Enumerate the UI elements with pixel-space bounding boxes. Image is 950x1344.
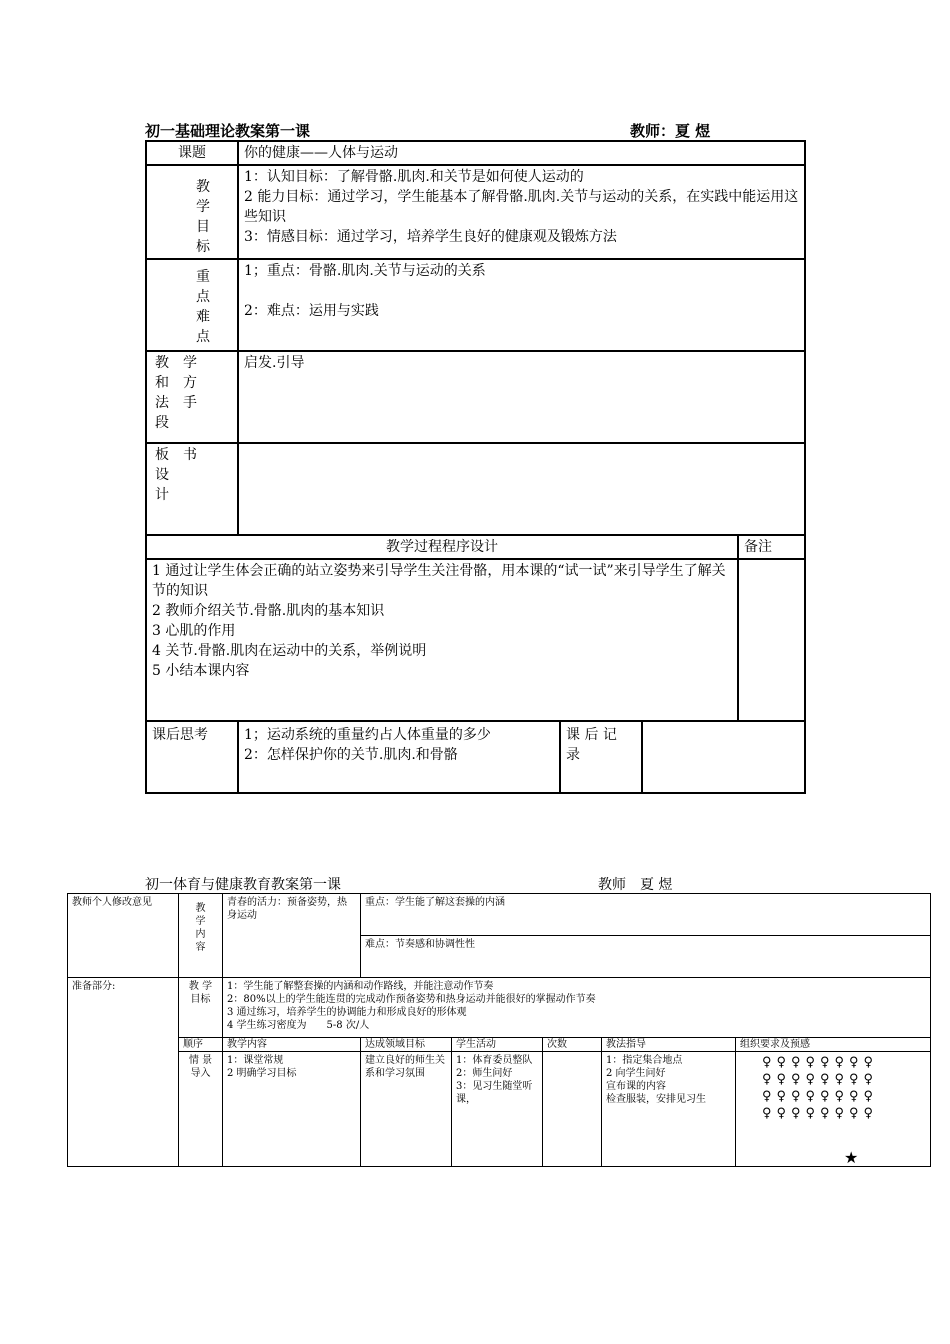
row-guidance-cell bbox=[602, 1052, 736, 1167]
row-activity-cell bbox=[452, 1052, 543, 1167]
board-label-line: 设 bbox=[155, 467, 169, 483]
lesson-plan-table-1 bbox=[145, 140, 806, 794]
goals-label-char: 标 bbox=[196, 239, 210, 255]
doc1-title: 初一基础理论教案第一课 bbox=[145, 122, 311, 140]
doc1-teacher: 教师：夏 煜 bbox=[630, 122, 711, 140]
board-label-line: 板 书 bbox=[155, 447, 197, 463]
key-label-char: 难 bbox=[196, 309, 210, 325]
teacher-star-icon: ★ bbox=[844, 1148, 859, 1167]
goal-2-item: 2：80%以上的学生能连贯的完成动作预备姿势和热身运动并能很好的掌握动作节奏 bbox=[227, 994, 596, 1005]
row-activity-line: 1：体育委员整队 bbox=[456, 1055, 533, 1066]
row-order-line: 情 景 bbox=[188, 1055, 213, 1066]
col-header-count: 次数 bbox=[543, 1038, 602, 1052]
method-label-line: 和 方 bbox=[155, 375, 197, 391]
row-activity-line: 2：师生问好 bbox=[456, 1068, 513, 1079]
goal-label-line: 教 学 bbox=[188, 981, 213, 992]
record-cell bbox=[642, 721, 805, 793]
col-header-activity: 学生活动 bbox=[452, 1038, 543, 1052]
content-value: 青春的活力：预备姿势，热身运动 bbox=[223, 894, 361, 978]
col-header-target: 达成领域目标 bbox=[361, 1038, 452, 1052]
process-item: 5 小结本课内容 bbox=[152, 663, 250, 679]
method-label-line: 教 学 bbox=[155, 355, 197, 371]
process-item: 4 关节.骨骼.肌肉在运动中的关系，举例说明 bbox=[152, 643, 427, 659]
row-content-cell bbox=[223, 1052, 361, 1167]
row-count bbox=[543, 1052, 602, 1167]
key-point-2: 重点：学生能了解这套操的内涵 bbox=[361, 894, 931, 936]
method-label-cell bbox=[146, 351, 238, 443]
key-label-char: 重 bbox=[196, 269, 210, 285]
row-order-cell bbox=[179, 1052, 223, 1167]
row-order-line: 导入 bbox=[190, 1068, 211, 1079]
row-guidance-line: 宣布课的内容 bbox=[606, 1081, 666, 1092]
key-label-char: 点 bbox=[196, 289, 210, 305]
key-label-cell bbox=[146, 259, 238, 351]
col-header-guidance: 教法指导 bbox=[602, 1038, 736, 1052]
goals-2-cell bbox=[223, 978, 931, 1038]
goal-item: 1：认知目标：了解骨骼.肌肉.和关节是如何使人运动的 bbox=[244, 169, 584, 185]
difficulty-point-2: 难点：节奏感和协调性性 bbox=[361, 936, 931, 978]
reflection-item: 2：怎样保护你的关节.肌肉.和骨骼 bbox=[244, 747, 458, 763]
goal-2-item: 1：学生能了解整套操的内涵和动作路线，并能注意动作节奏 bbox=[227, 981, 494, 992]
key-points-cell bbox=[238, 259, 805, 351]
col-header-formation: 组织要求及预感 bbox=[736, 1038, 931, 1052]
process-item: 3 心肌的作用 bbox=[152, 623, 236, 639]
personal-notes-label: 教师个人修改意见 bbox=[68, 894, 179, 978]
notes-cell bbox=[738, 559, 805, 721]
board-value bbox=[238, 443, 805, 535]
goal-item: 2 能力目标：通过学习，学生能基本了解骨骼.肌肉.关节与运动的关系，在实践中能运用这些知识 bbox=[244, 189, 799, 225]
goals-label-cell bbox=[146, 165, 238, 259]
lesson-plan-table-2 bbox=[67, 893, 931, 1167]
goal-2-item: 4 学生练习密度为 5-8 次/人 bbox=[227, 1020, 370, 1031]
row-guidance-line: 检查服装，安排见习生 bbox=[606, 1094, 706, 1105]
difficult-point: 2：难点：运用与实践 bbox=[244, 303, 379, 319]
formation-row: ♀♀♀♀♀♀♀♀ bbox=[762, 1072, 879, 1087]
goals-cell bbox=[238, 165, 805, 259]
content-label-char: 内 bbox=[195, 929, 206, 940]
process-cell bbox=[146, 559, 738, 721]
method-label-line: 法 手 bbox=[155, 395, 197, 411]
record-label-cell bbox=[560, 721, 642, 793]
process-item: 2 教师介绍关节.骨骼.肌肉的基本知识 bbox=[152, 603, 385, 619]
content-label-cell bbox=[179, 894, 223, 978]
content-label-char: 教 bbox=[195, 903, 206, 914]
formation-row: ♀♀♀♀♀♀♀♀ bbox=[762, 1106, 879, 1121]
row-guidance-line: 1：指定集合地点 bbox=[606, 1055, 683, 1066]
record-label-line: 录 bbox=[566, 747, 580, 763]
row-activity-line: 3：见习生随堂听课， bbox=[456, 1081, 533, 1105]
topic-label: 课题 bbox=[146, 141, 238, 165]
key-point: 1；重点：骨骼.肌肉.关节与运动的关系 bbox=[244, 263, 486, 279]
goals-label-char: 目 bbox=[196, 219, 210, 235]
content-label-char: 学 bbox=[195, 916, 206, 927]
reflection-label: 课后思考 bbox=[146, 721, 238, 793]
process-item: 1 通过让学生体会正确的站立姿势来引导学生关注骨骼，用本课的“试一试”来引导学生了解关节的知识 bbox=[152, 563, 726, 599]
goals-label-char: 学 bbox=[196, 199, 210, 215]
row-target: 建立良好的师生关系和学习氛围 bbox=[361, 1052, 452, 1167]
formation-cell bbox=[736, 1052, 931, 1167]
content-label-char: 容 bbox=[195, 942, 206, 953]
board-label-line: 计 bbox=[155, 487, 169, 503]
reflection-item: 1；运动系统的重量约占人体重量的多少 bbox=[244, 727, 491, 743]
notes-header: 备注 bbox=[738, 535, 805, 559]
method-label-line: 段 bbox=[155, 415, 169, 431]
goals-label-char: 教 bbox=[196, 179, 210, 195]
process-header: 教学过程程序设计 bbox=[146, 535, 738, 559]
formation-row: ♀♀♀♀♀♀♀♀ bbox=[762, 1055, 879, 1070]
col-header-order: 顺序 bbox=[179, 1038, 223, 1052]
col-header-content: 教学内容 bbox=[223, 1038, 361, 1052]
key-label-char: 点 bbox=[196, 329, 210, 345]
goal-2-item: 3 通过练习，培养学生的协调能力和形成良好的形体观 bbox=[227, 1007, 467, 1018]
reflection-cell bbox=[238, 721, 560, 793]
doc2-title: 初一体育与健康教育教案第一课 bbox=[145, 877, 341, 893]
goal-label-cell bbox=[179, 978, 223, 1038]
doc2-teacher: 教师 夏 煜 bbox=[598, 877, 673, 893]
goal-label-line: 目标 bbox=[190, 994, 211, 1005]
row-content-line: 1：课堂常规 bbox=[227, 1055, 284, 1066]
method-value: 启发.引导 bbox=[238, 351, 805, 443]
goal-item: 3：情感目标：通过学习，培养学生良好的健康观及锻炼方法 bbox=[244, 229, 617, 245]
board-label-cell bbox=[146, 443, 238, 535]
row-content-line: 2 明确学习目标 bbox=[227, 1068, 297, 1079]
topic-value: 你的健康——人体与运动 bbox=[238, 141, 805, 165]
prep-label: 准备部分: bbox=[68, 978, 179, 1167]
record-label-line: 课 后 记 bbox=[566, 727, 617, 743]
formation-row: ♀♀♀♀♀♀♀♀ bbox=[762, 1089, 879, 1104]
row-guidance-line: 2 向学生问好 bbox=[606, 1068, 666, 1079]
